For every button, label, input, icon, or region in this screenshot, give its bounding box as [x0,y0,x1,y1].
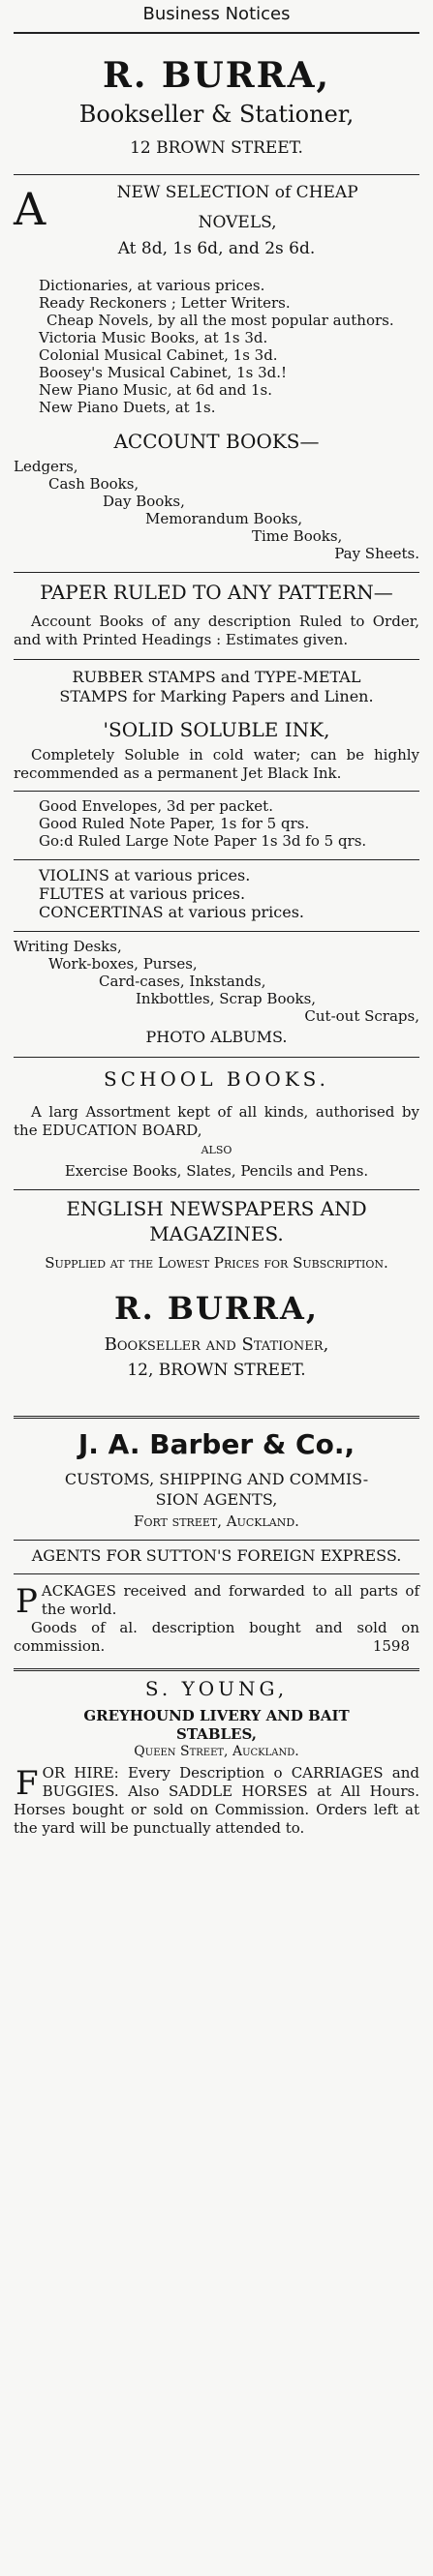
list-item: FLUTES at various prices. [39,884,246,903]
reference-number: 1598 [372,1637,410,1655]
young-line: STABLES, [176,1725,257,1743]
school-books-text: A larg Assortment kept of all kinds, authorised by the EDUCATION BOARD, [14,1103,419,1139]
also-label: ALSO [201,1144,232,1156]
list-item: Inkbottles, Scrap Books, [136,990,317,1007]
page-title: Business Notices [142,4,291,24]
divider [14,1189,419,1190]
divider [14,659,419,660]
novels-notice [10,183,423,259]
list-item: Writing Desks, [14,938,122,955]
list-item: Ledgers, [14,458,78,475]
divider [14,1540,419,1541]
list-item: New Piano Duets, at 1s. [39,399,216,416]
young-name: S. YOUNG, [144,1677,289,1700]
packages-notice [10,1582,423,1655]
drop-cap: P [15,1582,38,1621]
list-item: Cash Books, [48,475,139,493]
list-item: Go:d Ruled Large Note Paper 1s 3d fo 5 qrs. [39,832,367,850]
young-line: GREYHOUND LIVERY AND BAIT [83,1707,350,1724]
account-books-heading: ACCOUNT BOOKS— [113,430,320,453]
supplied-text: Supplied at the Lowest Prices for Subscription. [45,1254,388,1272]
exercise-books: Exercise Books, Slates, Pencils and Pens. [64,1162,369,1180]
newspapers-heading: ENGLISH NEWSPAPERS AND MAGAZINES. [66,1197,367,1245]
divider [14,791,419,792]
barber-address: Fort street, Auckland. [134,1513,299,1530]
school-books-heading: SCHOOL BOOKS. [103,1067,330,1091]
drop-cap: F [15,1764,39,1803]
list-item: Day Books, [103,493,185,510]
paper-ruled-text: Account Books of any description Ruled to Order, and with Printed Headings : Estimates given. [14,613,419,648]
novels-line: NEW SELECTION of CHEAP [116,183,358,202]
paper-ruled-heading: PAPER RULED TO ANY PATTERN— [40,581,393,604]
barber-name: J. A. Barber & Co., [77,1428,356,1460]
merchandise-list [10,277,423,416]
burra-name: R. BURRA, [102,55,331,96]
list-item: Good Envelopes, 3d per packet. [39,797,273,815]
divider [14,1057,419,1058]
account-books-list [10,458,423,562]
section-rule [14,1668,419,1671]
list-item: CONCERTINAS at various prices. [39,903,305,921]
list-item: Colonial Musical Cabinet, 1s 3d. [39,346,278,364]
divider [14,931,419,932]
list-item: Victoria Music Books, at 1s 3d. [39,329,268,346]
ink-text: Completely Soluble in cold water; can be highly recommended as a permanent Jet Black Ink. [14,746,419,782]
burra-address: 12 BROWN STREET. [130,138,303,158]
barber-line: CUSTOMS, SHIPPING AND COMMIS- [64,1470,369,1488]
list-item: Card-cases, Inkstands, [99,973,266,990]
burra-advertisement [10,55,423,1381]
divider [14,174,419,175]
list-item: VIOLINS at various prices. [39,866,251,884]
divider [14,572,419,573]
list-item: Cut-out Scraps, [304,1007,419,1025]
young-advertisement [10,1677,423,1838]
burra-footer-name: R. BURRA, [114,1290,319,1327]
burra-footer-profession: Bookseller and Stationer, [104,1334,329,1355]
agents-heading: AGENTS FOR SUTTON'S FOREIGN EXPRESS. [31,1546,402,1565]
list-item: Pay Sheets. [334,545,419,562]
burra-footer-address: 12, BROWN STREET. [127,1361,306,1380]
drop-cap: A [14,183,46,235]
burra-profession: Bookseller & Stationer, [78,101,355,128]
photo-albums: PHOTO ALBUMS. [145,1028,288,1046]
divider [14,1573,419,1574]
packages-text: ACKAGES received and forwarded to all parts of the world. [41,1582,419,1618]
fancy-goods-list [10,938,423,1025]
barber-line: SION AGENTS, [155,1490,278,1509]
list-item: Cheap Novels, by all the most popular authors. [46,312,394,329]
list-item: Ready Reckoners ; Letter Writers. [39,294,291,312]
rubber-stamps: RUBBER STAMPS and TYPE-METAL STAMPS for Marking Papers and Linen. [59,668,374,705]
newspaper-column [10,2,423,1838]
list-item: Dictionaries, at various prices. [39,277,265,294]
stationery-list [10,797,423,850]
list-item: New Piano Music, at 6d and 1s. [39,381,272,399]
list-item: Good Ruled Note Paper, 1s for 5 qrs. [39,815,310,832]
barber-advertisement [10,1428,423,1655]
list-item: Work-boxes, Purses, [48,955,198,973]
header-rule [14,32,419,34]
list-item: Boosey's Musical Cabinet, 1s 3d.! [39,364,288,381]
list-item: Time Books, [252,527,343,545]
hire-notice [10,1764,423,1838]
goods-text: Goods of al. description bought and sold on commission. [14,1619,419,1655]
instruments-list [10,866,423,921]
divider [14,859,419,860]
list-item: Memorandum Books, [145,510,303,527]
novels-line: NOVELS, [198,213,277,232]
young-address: Queen Street, Auckland. [134,1744,299,1759]
ink-heading: 'SOLID SOLUBLE INK, [103,718,330,741]
novels-price: At 8d, 1s 6d, and 2s 6d. [117,239,316,258]
section-rule [14,1416,419,1419]
hire-text: OR HIRE: Every Description o CARRIAGES and BUGGIES. Also SADDLE HORSES at All Hours. Horses bought or sold on Commission. Orders left at the yard will be punctually attended to. [14,1764,419,1837]
